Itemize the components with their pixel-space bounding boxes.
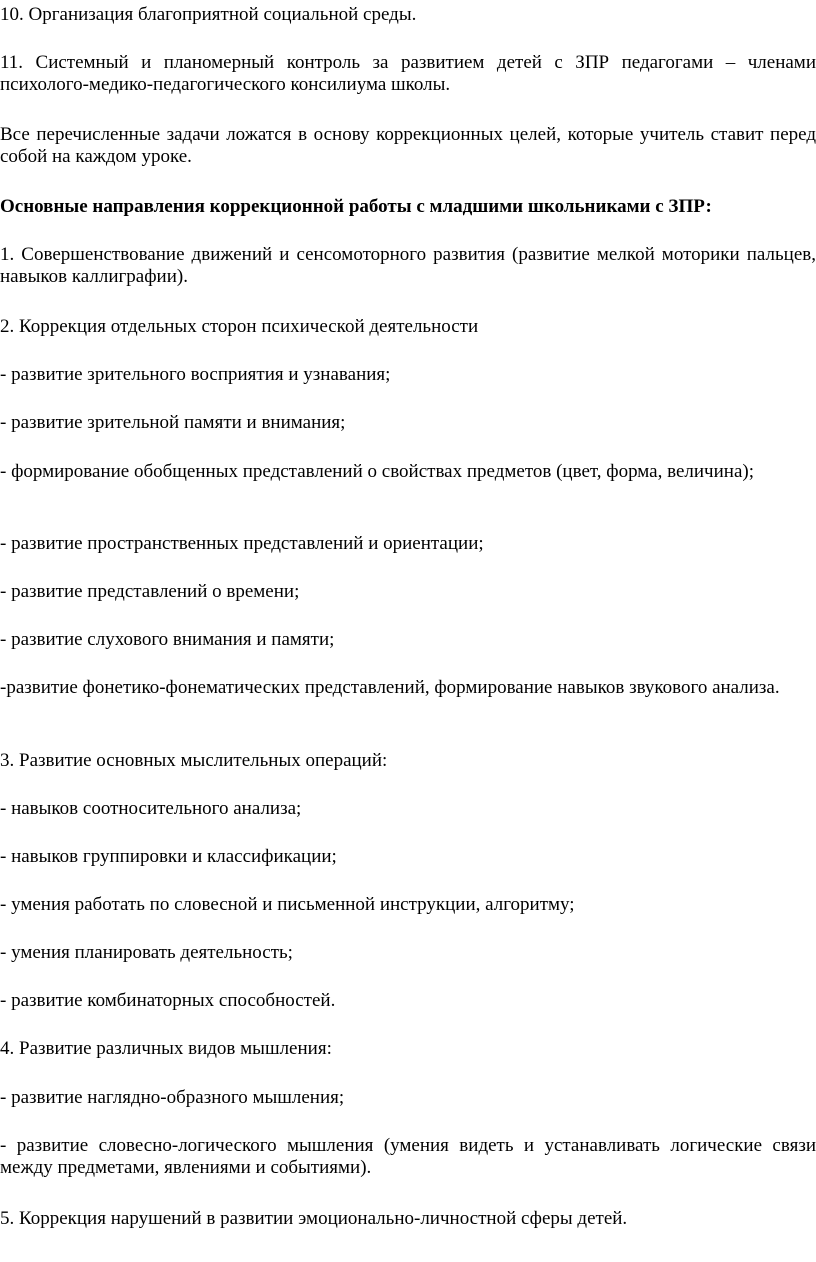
list-item: - развитие зрительной памяти и внимания; [0,412,346,433]
paragraph-summary: Все перечисленные задачи ложатся в основу коррекционных целей, которые учитель ставит перед собой на каждом уроке. [0,124,816,167]
direction-1: 1. Совершенствование движений и сенсомоторного развития (развитие мелкой моторики пальцев, навыков каллиграфии). [0,244,816,287]
list-item: - развитие зрительного восприятия и узнавания; [0,364,391,385]
paragraph-item-11: 11. Системный и планомерный контроль за развитием детей с ЗПР педагогами – членами психолого-медико-педагогического консилиума школы. [0,52,816,95]
list-item: - развитие слухового внимания и памяти; [0,629,335,650]
list-item: - навыков группировки и классификации; [0,846,337,867]
list-item: -развитие фонетико-фонематических представлений, формирование навыков звукового анализа. [0,677,780,698]
list-item: - развитие словесно-логического мышления (умения видеть и устанавливать логические связи между предметами, явлениями и событиями). [0,1135,816,1178]
direction-2: 2. Коррекция отдельных сторон психической деятельности [0,316,479,337]
direction-5: 5. Коррекция нарушений в развитии эмоционально-личностной сферы детей. [0,1208,628,1229]
list-item: - умения работать по словесной и письменной инструкции, алгоритму; [0,894,575,915]
list-item: - развитие комбинаторных способностей. [0,990,336,1011]
list-item: - навыков соотносительного анализа; [0,798,302,819]
section-heading: Основные направления коррекционной работы с младшими школьниками с ЗПР: [0,196,712,217]
list-item: - умения планировать деятельность; [0,942,293,963]
list-item: - развитие представлений о времени; [0,581,300,602]
list-item: - развитие наглядно-образного мышления; [0,1087,345,1108]
paragraph-item-10: 10. Организация благоприятной социальной среды. [0,4,417,25]
direction-4: 4. Развитие различных видов мышления: [0,1038,332,1059]
list-item: - формирование обобщенных представлений о свойствах предметов (цвет, форма, величина); [0,461,754,482]
direction-3: 3. Развитие основных мыслительных операций: [0,750,388,771]
list-item: - развитие пространственных представлений и ориентации; [0,533,484,554]
